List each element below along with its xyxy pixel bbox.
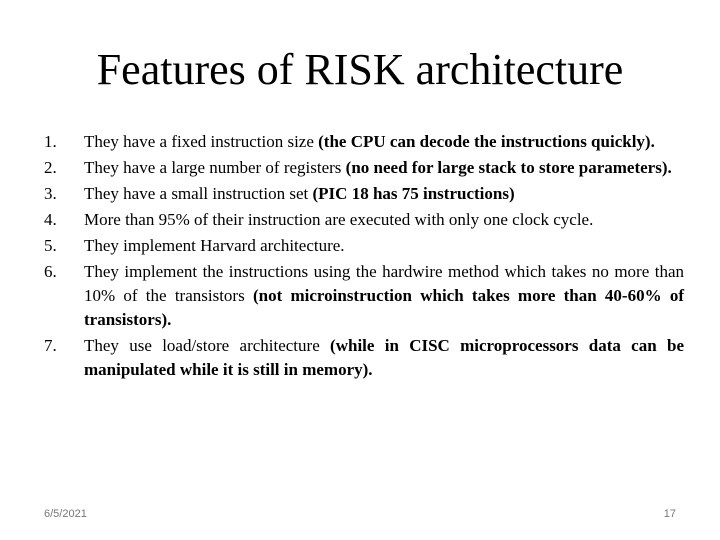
list-item — [44, 234, 684, 258]
footer-date: 6/5/2021 — [44, 508, 87, 520]
item-number: 1. — [44, 132, 57, 151]
item-bold-text: (while in CISC microprocessors data can be manipulated while it is still in memory). — [84, 336, 684, 379]
item-text: They have a large number of registers — [84, 158, 346, 177]
item-number: 7. — [44, 336, 57, 355]
item-text: They implement the instructions using the hardwire method which takes no more than 10% of the transistors — [84, 262, 684, 305]
list-item — [44, 208, 684, 232]
item-bold-text: (the CPU can decode the instructions quickly). — [318, 132, 655, 151]
list-item — [44, 130, 684, 154]
item-text: They use load/store architecture — [84, 336, 331, 355]
list-item — [44, 156, 684, 180]
item-text: More than 95% of their instruction are executed with only one clock cycle. — [84, 210, 594, 229]
item-text: They have a fixed instruction size — [84, 132, 319, 151]
item-number: 2. — [44, 158, 57, 177]
item-bold-text: (no need for large stack to store parameters). — [345, 158, 672, 177]
item-number: 6. — [44, 262, 57, 281]
item-number: 3. — [44, 184, 57, 203]
item-bold-text: (not microinstruction which takes more than 40-60% of transistors). — [84, 286, 684, 329]
list-item — [44, 260, 684, 332]
item-text: They have a small instruction set — [84, 184, 313, 203]
list-item — [44, 334, 684, 382]
slide-title: Features of RISK architecture — [96, 45, 624, 94]
item-bold-text: (PIC 18 has 75 instructions) — [312, 184, 515, 203]
page-number: 17 — [663, 508, 676, 520]
item-number: 5. — [44, 236, 57, 255]
list-item — [44, 182, 684, 206]
feature-list — [44, 130, 684, 384]
item-text: They implement Harvard architecture. — [84, 236, 345, 255]
item-number: 4. — [44, 210, 57, 229]
